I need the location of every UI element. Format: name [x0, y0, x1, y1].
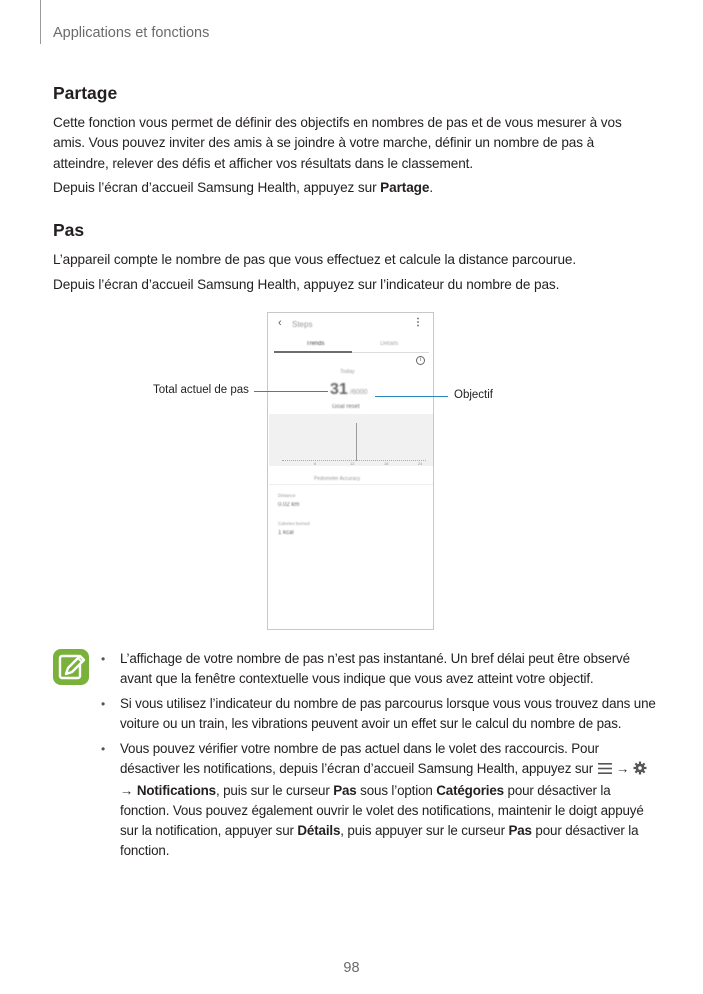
callout-line-left [254, 391, 328, 392]
back-arrow-icon: ‹ [278, 317, 282, 329]
page-number: 98 [343, 960, 360, 976]
stat-calories-label: Calories burned [278, 521, 310, 526]
stat-calories-value: 1 kcal [278, 530, 294, 536]
section-title-partage: Partage [53, 83, 118, 103]
active-tab-indicator [274, 351, 352, 353]
screen-step-goal: /6000 [350, 389, 368, 396]
graph-axis-label: 6 [314, 461, 317, 466]
page-margin-rule [40, 0, 41, 44]
partage-description: Cette fonction vous permet de définir des objectifs en nombres de pas et de vous mesurer à vos amis. Vous pouvez inviter des amis à se joindre à votre marche, définir un nombre de pas à atteindre, relever des défis et afficher vos résultats dans le classement. [53, 115, 622, 171]
note-pencil-icon [53, 649, 89, 685]
graph-axis-label: 18 [384, 461, 389, 466]
steps-screenshot [267, 312, 434, 630]
callout-line-right [375, 396, 448, 397]
graph-caption: Pedometer Accuracy [314, 476, 361, 482]
note-item: • Vous pouvez vérifier votre nombre de pas actuel dans le volet des raccourcis. Pour désactiver les notifications, depuis l’écran d’accueil Samsung Health, appuyez sur → → Notifications, puis sur le curseur Pas sous l’option Catégories pour désactiver la fonction. Vous pouvez également ouvrir le volet des notifications, maintenir le doigt appuyé sur la notification, appuyer sur Détails, puis appuyer sur le curseur Pas pour désactiver la fonction. [101, 739, 661, 861]
screen-title: Steps [292, 320, 313, 329]
info-icon: i [416, 356, 425, 365]
more-options-icon: ⋮ [413, 317, 423, 328]
steps-graph [269, 414, 433, 466]
note-item: • L’affichage de votre nombre de pas n’est pas instantané. Un bref délai peut être observé avant que la fenêtre contextuelle vous indique que vous avez atteint votre objectif. [101, 651, 630, 686]
note-item: • Si vous utilisez l’indicateur du nombre de pas parcourus lorsque vous vous trouvez dans une voiture ou un train, les vibrations peuvent avoir un effet sur le calcul du nombre de pas. [101, 696, 656, 731]
stat-distance-label: Distance [278, 493, 296, 498]
pas-instruction: Depuis l’écran d’accueil Samsung Health, appuyez sur l’indicateur du nombre de pas. [53, 277, 560, 292]
graph-axis-label: 12 [350, 461, 355, 466]
callout-total-steps: Total actuel de pas [153, 384, 249, 396]
running-head: Applications et fonctions [53, 25, 210, 41]
callout-goal: Objectif [454, 389, 493, 401]
screen-subtitle: Goal reset [332, 404, 360, 410]
stats-divider [269, 484, 433, 485]
screen-step-count: 31 [330, 381, 348, 398]
gear-icon [633, 761, 647, 781]
note-list [101, 649, 661, 866]
partage-keyword: Partage [380, 180, 430, 195]
partage-instruction: Depuis l’écran d’accueil Samsung Health, appuyez sur Partage. [53, 180, 434, 195]
section-title-pas: Pas [53, 220, 85, 240]
screen-tab-trends: Trends [306, 341, 325, 347]
menu-icon [597, 761, 613, 781]
screen-tab-details: Details [380, 341, 399, 347]
stat-distance-value: 0.02 km [278, 502, 300, 508]
pas-description: L’appareil compte le nombre de pas que vous effectuez et calcule la distance parcourue. [53, 252, 577, 267]
graph-axis-label: 24 [418, 461, 423, 466]
graph-marker [356, 423, 357, 461]
screen-today-label: Today [340, 369, 355, 375]
